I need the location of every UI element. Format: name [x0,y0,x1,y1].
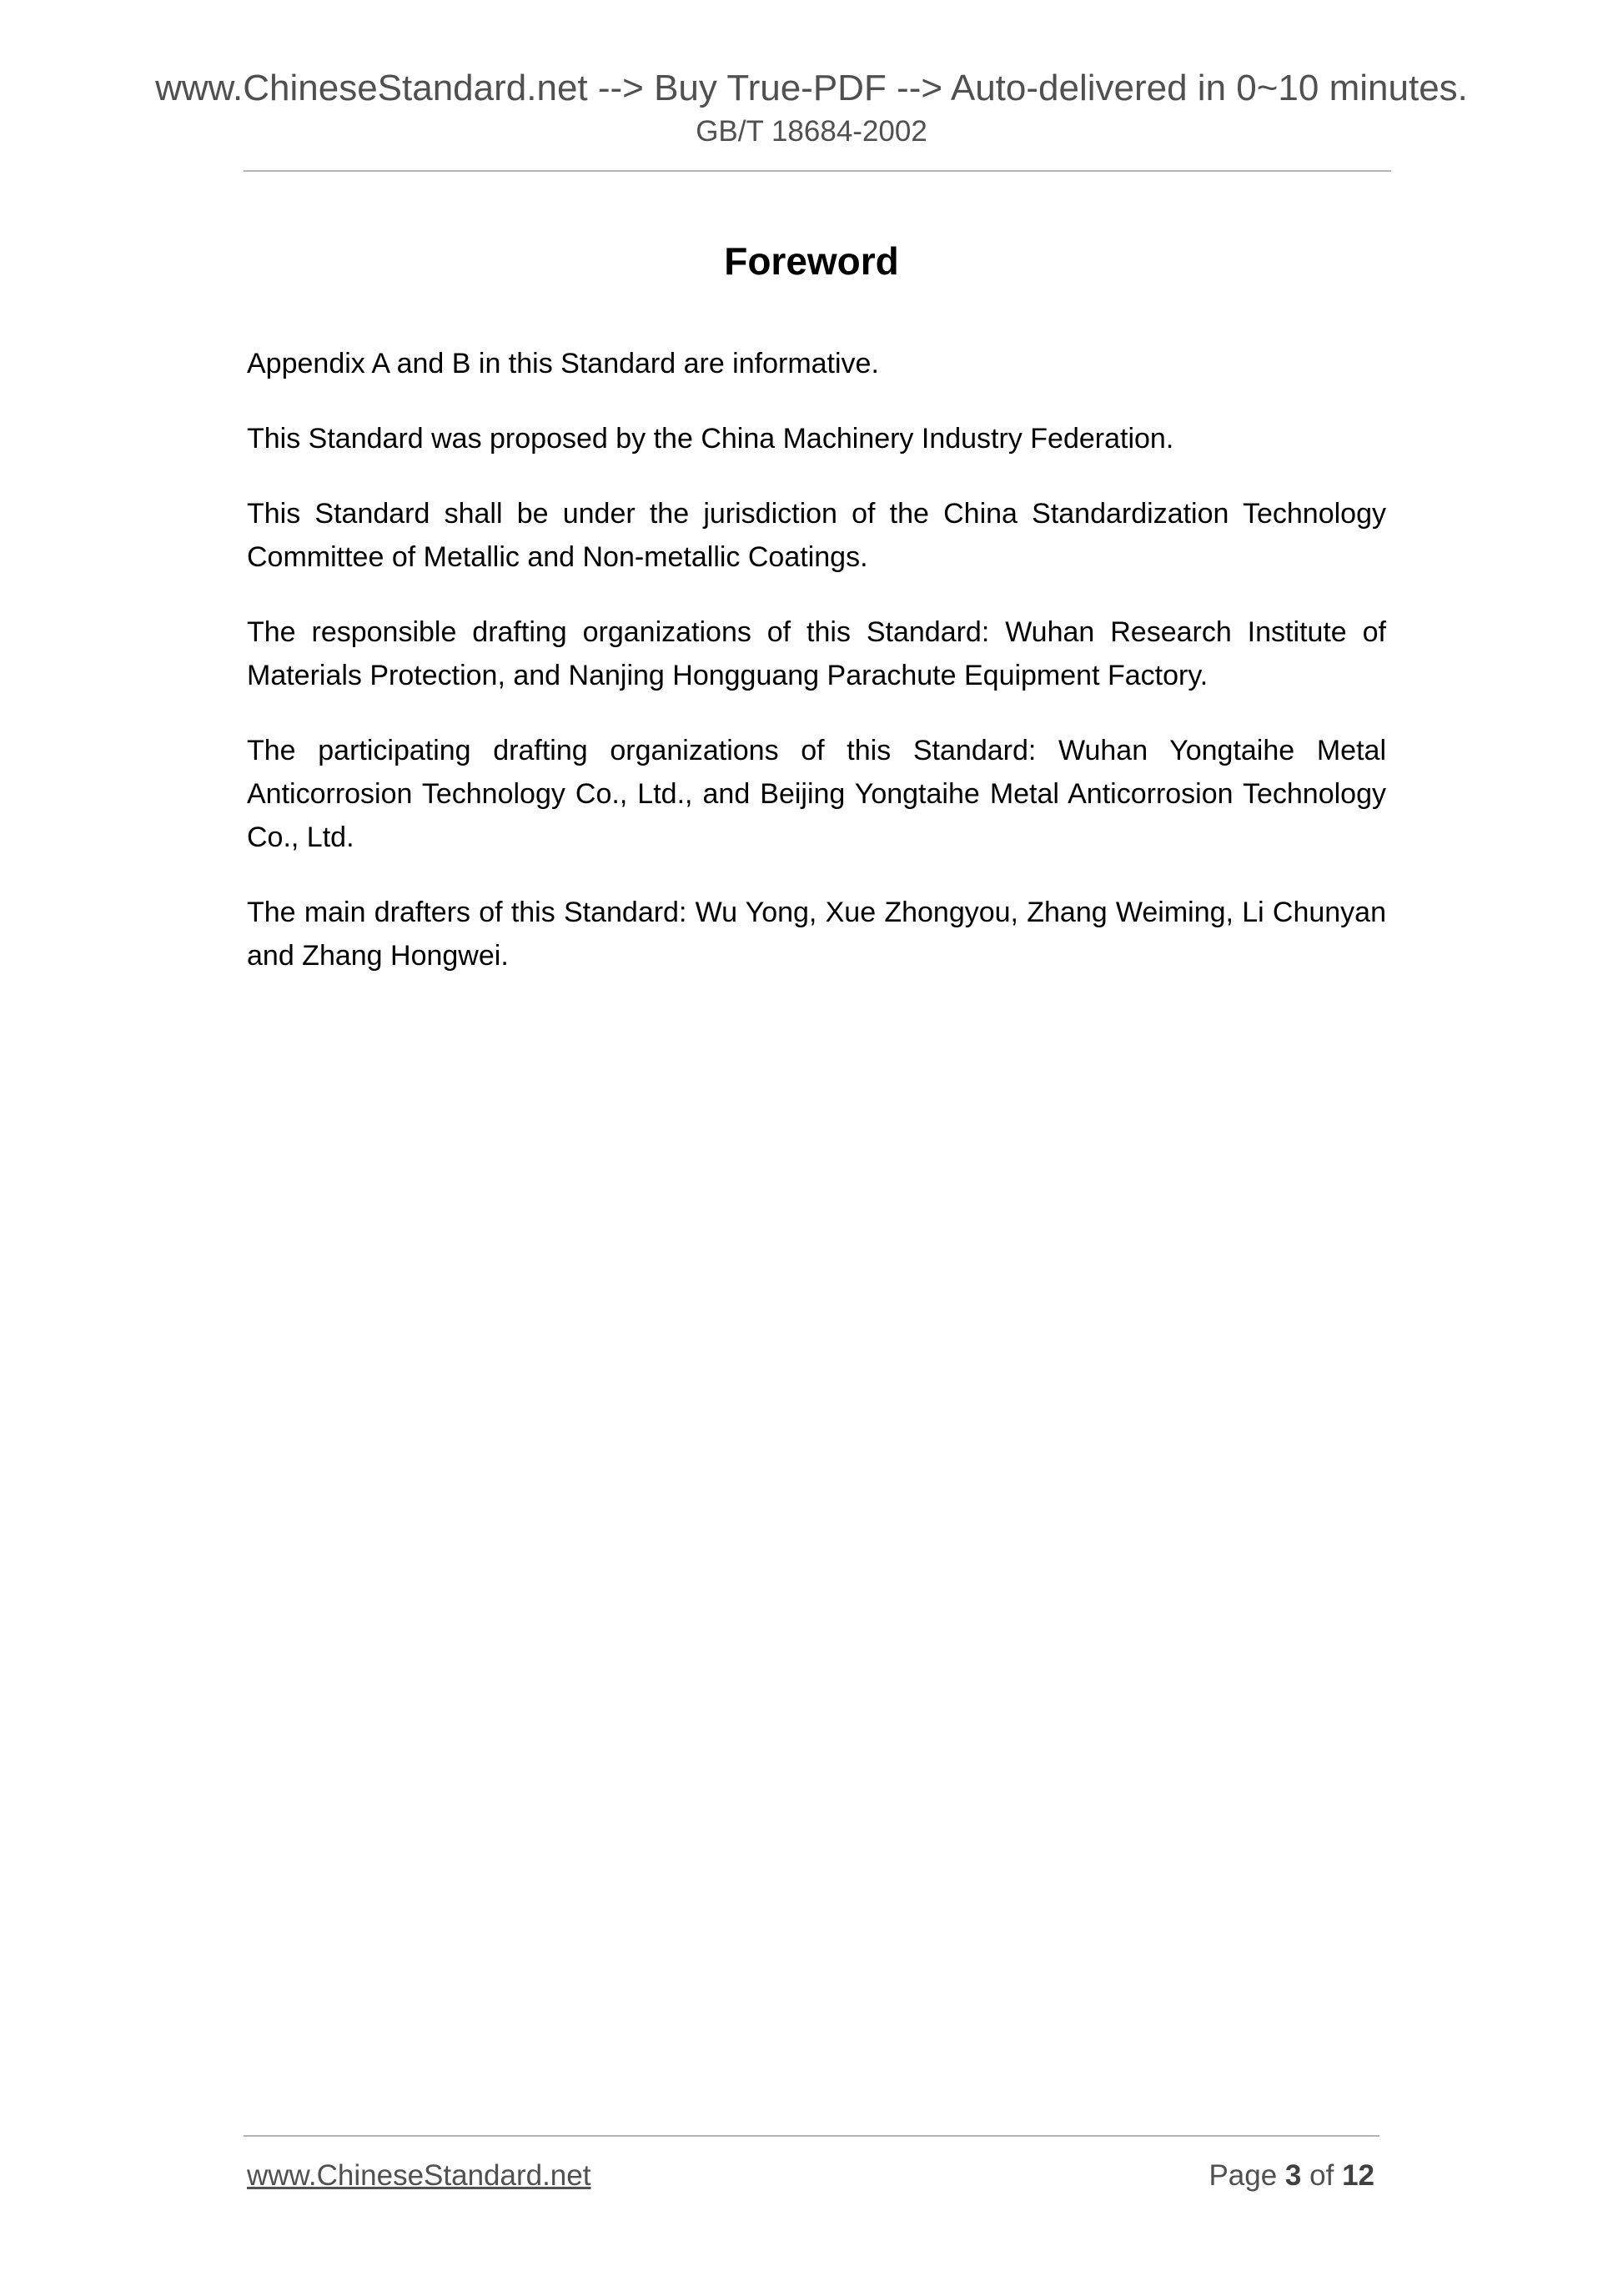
header-divider [244,170,1391,172]
page-of-label: of [1309,2159,1334,2192]
footer-website-link[interactable]: www.ChineseStandard.net [247,2159,591,2192]
page-number [1208,2158,1374,2194]
paragraph-jurisdiction: This Standard shall be under the jurisdiction of the China Standardization Technology Committee of Metallic and Non-metallic Coatings. [247,498,1386,573]
header-banner: www.ChineseStandard.net --> Buy True-PDF --> Auto-delivered in 0~10 minutes. [155,68,1468,108]
paragraph-appendix: Appendix A and B in this Standard are informative. [247,348,879,379]
paragraph-main-drafters: The main drafters of this Standard: Wu Yong, Xue Zhongyou, Zhang Weiming, Li Chunyan and Zhang Hongwei. [247,897,1386,972]
footer-divider [244,2135,1379,2137]
page-label: Page [1208,2159,1278,2192]
paragraph-proposed-by: This Standard was proposed by the China Machinery Industry Federation. [247,423,1174,455]
page-total: 12 [1342,2159,1374,2192]
page-title: Foreword [724,239,899,283]
standard-code: GB/T 18684-2002 [696,115,927,148]
paragraph-responsible-organizations: The responsible drafting organizations of this Standard: Wuhan Research Institute of Materials Protection, and Nanjing Hongguang Parachute Equipment Factory. [247,616,1386,691]
page-current: 3 [1284,2159,1302,2192]
foreword-body [247,342,1386,1009]
paragraph-participating-organizations: The participating drafting organizations of this Standard: Wuhan Yongtaihe Metal Anticorrosion Technology Co., Ltd., and Beijing Yongtaihe Metal Anticorrosion Technology Co., Ltd. [247,735,1386,853]
